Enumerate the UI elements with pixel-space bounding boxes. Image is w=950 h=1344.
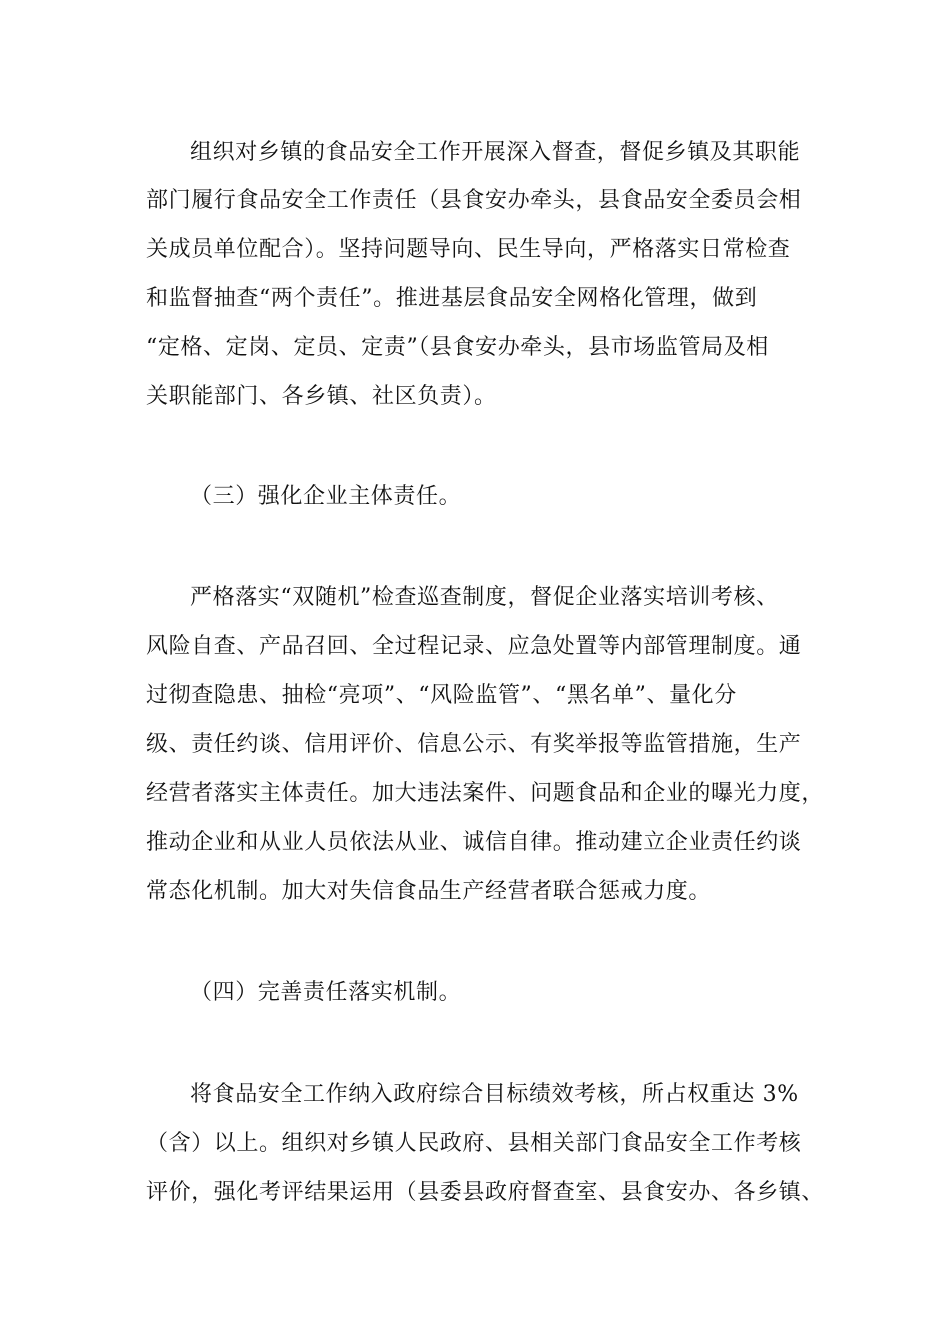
- paragraph-2-line-2: 风险自查、产品召回、全过程记录、应急处置等内部管理制度。通: [146, 634, 802, 659]
- paragraph-3-line-3: 评价，强化考评结果运用（县委县政府督查室、县食安办、各乡镇、: [146, 1180, 825, 1205]
- paragraph-1-line-4: 和监督抽查“两个责任”。推进基层食品安全网格化管理，做到: [146, 286, 758, 311]
- section-heading-4: （四）完善责任落实机制。: [190, 980, 462, 1005]
- paragraph-1-line-3: 关成员单位配合）。坚持问题导向、民生导向，严格落实日常检查: [146, 237, 791, 262]
- paragraph-2-line-5: 经营者落实主体责任。加大违法案件、问题食品和企业的曝光力度，: [146, 781, 825, 806]
- paragraph-3-line-2: （含）以上。组织对乡镇人民政府、县相关部门食品安全工作考核: [146, 1131, 802, 1156]
- paragraph-3-line-1: 将食品安全工作纳入政府综合目标绩效考核，所占权重达 3%: [190, 1082, 799, 1107]
- section-heading-3: （三）强化企业主体责任。: [190, 484, 462, 509]
- paragraph-1-line-5: “定格、定岗、定员、定责”（县食安办牵头，县市场监管局及相: [146, 335, 769, 360]
- paragraph-2-line-7: 常态化机制。加大对失信食品生产经营者联合惩戒力度。: [146, 879, 712, 904]
- paragraph-1-line-6: 关职能部门、各乡镇、社区负责）。: [146, 384, 497, 409]
- paragraph-2-line-4: 级、责任约谈、信用评价、信息公示、有奖举报等监管措施，生产: [146, 732, 802, 757]
- paragraph-2-line-6: 推动企业和从业人员依法从业、诚信自律。推动建立企业责任约谈: [146, 830, 802, 855]
- paragraph-1-line-1: 组织对乡镇的食品安全工作开展深入督查，督促乡镇及其职能: [190, 140, 801, 165]
- paragraph-2-line-3: 过彻查隐患、抽检“亮项”、“风险监管”、“黑名单”、量化分: [146, 683, 737, 708]
- paragraph-2-line-1: 严格落实“双随机”检查巡查制度，督促企业落实培训考核、: [190, 585, 779, 610]
- paragraph-1-line-2: 部门履行食品安全工作责任（县食安办牵头，县食品安全委员会相: [146, 188, 802, 213]
